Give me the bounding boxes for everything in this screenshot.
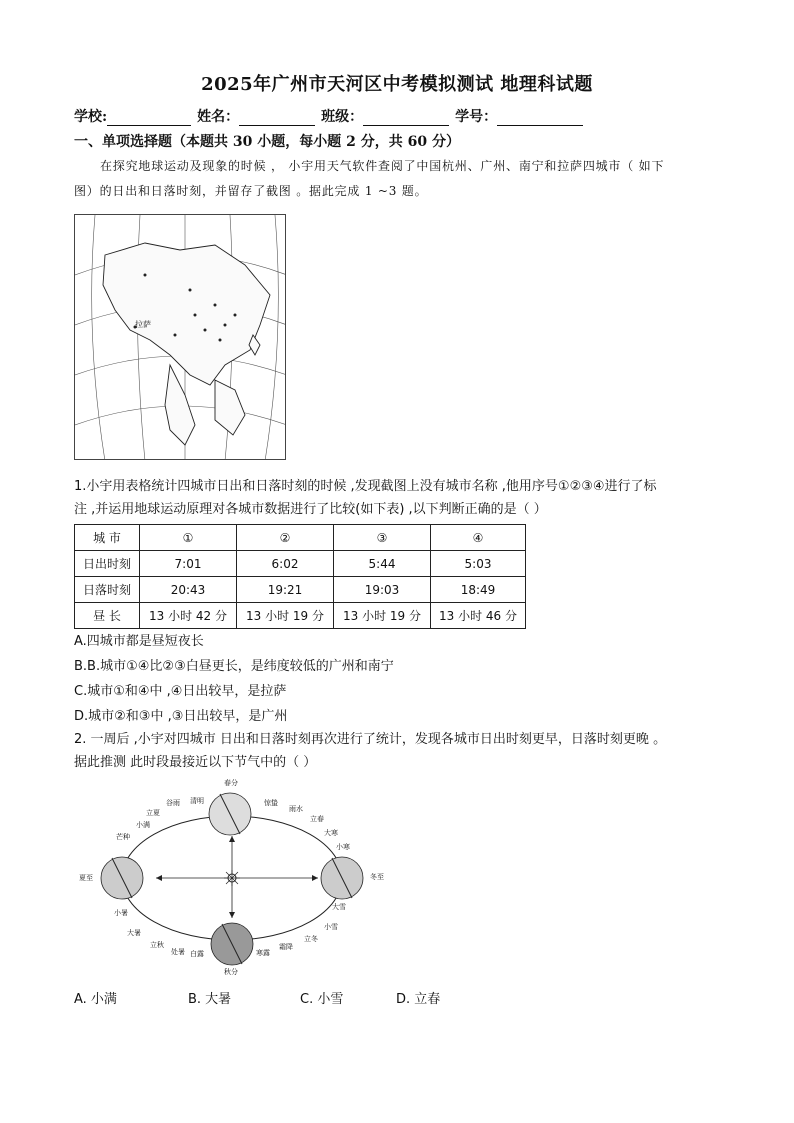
table-header-cell: ④ (431, 525, 526, 551)
table-cell: 19:03 (334, 577, 431, 603)
q1-option-a[interactable]: A.四城市都是昼短夜长 (74, 634, 204, 649)
section-heading: 一、单项选择题（本题共 30 小题，每小题 2 分，共 60 分） (74, 134, 460, 150)
table-cell: 13 小时 46 分 (431, 603, 526, 629)
school-label: 学校: (74, 109, 108, 125)
term-lidong: 立冬 (304, 935, 318, 943)
table-header-row (75, 525, 526, 551)
name-blank (239, 111, 315, 126)
student-id-label: 学号： (455, 109, 498, 125)
table-header-cell: ① (140, 525, 237, 551)
student-id-blank (497, 111, 583, 126)
q1-line-2: 注 ,并运用地球运动原理对各城市数据进行了比较(如下表) ,以下判断正确的是（ ） (74, 502, 547, 517)
term-guyu: 谷雨 (166, 799, 180, 807)
table-cell: 5:44 (334, 551, 431, 577)
class-label: 班级： (321, 109, 364, 125)
table-cell: 13 小时 19 分 (334, 603, 431, 629)
table-cell: 日出时刻 (75, 551, 140, 577)
term-xiaoshu: 小暑 (114, 909, 128, 917)
term-mangzhong: 芒种 (116, 833, 130, 841)
term-dahan: 大寒 (324, 829, 338, 837)
school-blank (107, 111, 191, 126)
term-dashu: 大暑 (127, 929, 141, 937)
q2-choice-b[interactable]: B. 大暑 (188, 992, 232, 1007)
table-row (75, 577, 526, 603)
q1-line-1: 1.小宇用表格统计四城市日出和日落时刻的时候 ,发现截图上没有城市名称 ,他用序号①②③④进行了标 (74, 479, 657, 494)
table-cell: 20:43 (140, 577, 237, 603)
term-qingming: 清明 (190, 797, 204, 805)
table-cell: 7:01 (140, 551, 237, 577)
class-blank (363, 111, 449, 126)
table-cell: 6:02 (237, 551, 334, 577)
term-xiaohan: 小寒 (336, 843, 350, 851)
table-header-cell: ② (237, 525, 334, 551)
term-lichun: 立春 (310, 815, 324, 823)
q2-choice-c[interactable]: C. 小雪 (300, 992, 344, 1007)
term-dongzhi: 冬至 (370, 873, 384, 881)
table-cell: 日落时刻 (75, 577, 140, 603)
intro-line-2: 图）的日出和日落时刻，并留存了截图 。据此完成 1 ~3 题。 (74, 184, 428, 198)
q1-option-b[interactable]: B.B.城市①④比②③白昼更长，是纬度较低的广州和南宁 (74, 659, 394, 674)
term-liqiu: 立秋 (150, 941, 164, 949)
q2-line-2: 据此推测 此时段最接近以下节气中的（ ） (74, 755, 317, 770)
q1-option-c[interactable]: C.城市①和④中 ,④日出较早，是拉萨 (74, 684, 287, 699)
table-cell: 19:21 (237, 577, 334, 603)
term-jingzhe: 惊蛰 (264, 799, 278, 807)
intro-line-1: 在探究地球运动及现象的时候 ， 小宇用天气软件查阅了中国杭州、广州、南宁和拉萨四城市（ 如下 (100, 159, 665, 173)
q1-option-d[interactable]: D.城市②和③中 ,③日出较早，是广州 (74, 709, 288, 724)
term-hanlu: 寒露 (256, 949, 270, 957)
map-label-lhasa: 拉萨 (135, 320, 151, 329)
student-info-line (74, 106, 589, 126)
table-cell: 18:49 (431, 577, 526, 603)
term-xiaoman: 小满 (136, 821, 150, 829)
term-bailu: 白露 (190, 950, 204, 958)
term-xiaoxue: 小雪 (324, 923, 338, 931)
q2-choice-a[interactable]: A. 小满 (74, 992, 117, 1007)
solar-terms-labels (74, 776, 394, 976)
q2-choice-d[interactable]: D. 立春 (396, 992, 441, 1007)
sunrise-sunset-table (74, 524, 526, 629)
term-chushu: 处暑 (171, 948, 185, 956)
table-cell: 5:03 (431, 551, 526, 577)
table-cell: 13 小时 42 分 (140, 603, 237, 629)
term-chunfen: 春分 (224, 779, 238, 787)
name-label: 姓名： (197, 109, 240, 125)
term-xiazhi: 夏至 (79, 874, 93, 882)
term-daxue: 大雪 (332, 903, 346, 911)
table-row (75, 603, 526, 629)
map-drawing (75, 215, 286, 460)
table-header-cell: ③ (334, 525, 431, 551)
q2-line-1: 2. 一周后 ,小宇对四城市 日出和日落时刻再次进行了统计，发现各城市日出时刻更早，日落时刻更晚 。 (74, 732, 667, 747)
term-shuangjiang: 霜降 (279, 943, 293, 951)
table-cell: 昼 长 (75, 603, 140, 629)
table-cell: 13 小时 19 分 (237, 603, 334, 629)
table-header-cell: 城 市 (75, 525, 140, 551)
page-title: 2025年广州市天河区中考模拟测试 地理科试题 (201, 74, 593, 95)
term-lixia: 立夏 (146, 809, 160, 817)
table-row (75, 551, 526, 577)
term-yushui: 雨水 (289, 805, 303, 813)
term-qiufen: 秋分 (224, 968, 238, 976)
china-map-figure (74, 214, 286, 460)
